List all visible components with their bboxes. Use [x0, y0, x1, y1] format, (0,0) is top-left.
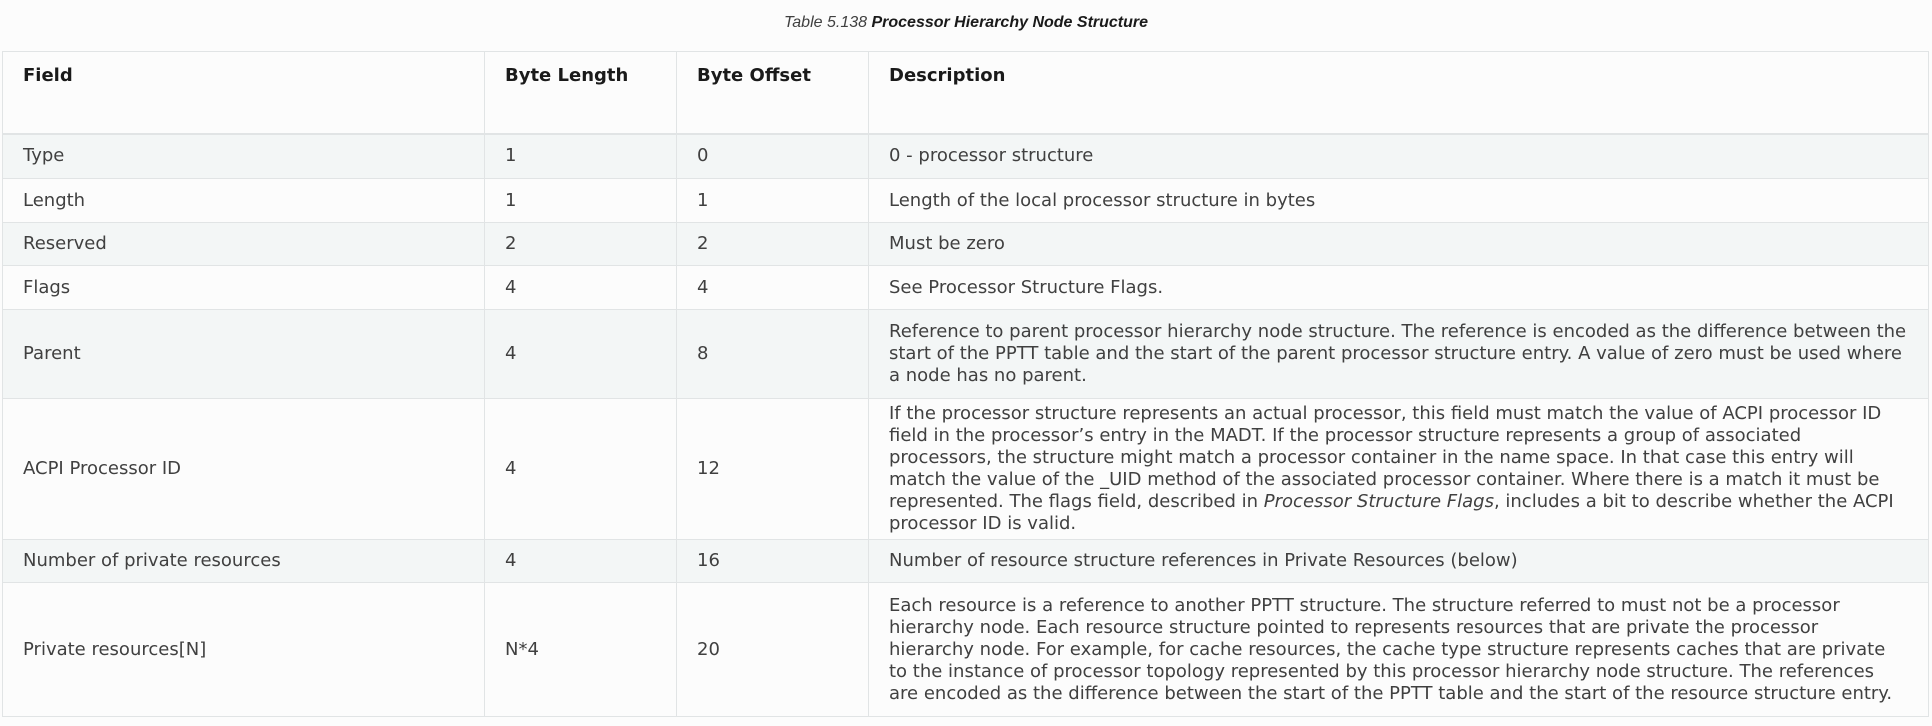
description-text: If the processor structure represents an actual processor, this field must match the value of ACPI processor ID field in the processor’s entry in the MADT. If the processor structure represents a group of associated processors, the structure might match a processor container in the name space. In that case this entry will match the value of the _UID method of the associated processor container. Where there is a match it must be represented. The flags field, described in: [889, 403, 1882, 512]
cell-byte-offset: 8: [677, 310, 869, 399]
processor-hierarchy-node-table: [2, 51, 1929, 717]
description-text: , includes a bit to describe whether the ACPI processor ID is valid.: [889, 491, 1894, 534]
cell-byte-offset: 0: [677, 134, 869, 179]
cell-description: Reference to parent processor hierarchy node structure. The reference is encoded as the difference between the start of the PPTT table and the start of the parent processor structure entry. A value of zero must be used where a node has no parent.: [869, 310, 1929, 399]
cell-field: Number of private resources: [3, 540, 485, 583]
caption-title: Processor Hierarchy Node Structure: [871, 14, 1149, 31]
cell-byte-length: N*4: [485, 583, 677, 717]
header-field: Field: [3, 52, 485, 134]
cell-byte-offset: 20: [677, 583, 869, 717]
cell-description: Number of resource structure references in Private Resources (below): [869, 540, 1929, 583]
table-row: [3, 223, 1929, 266]
table-row: [3, 399, 1929, 540]
cell-field: Parent: [3, 310, 485, 399]
cell-byte-offset: 1: [677, 179, 869, 223]
cell-field: Private resources[N]: [3, 583, 485, 717]
cell-byte-length: 4: [485, 310, 677, 399]
cell-field: Flags: [3, 266, 485, 310]
table-row: [3, 266, 1929, 310]
cell-field: Reserved: [3, 223, 485, 266]
cell-byte-offset: 2: [677, 223, 869, 266]
cell-byte-length: 1: [485, 179, 677, 223]
header-description: Description: [869, 52, 1929, 134]
cell-description: See Processor Structure Flags.: [869, 266, 1929, 310]
cell-field: Length: [3, 179, 485, 223]
table-row: [3, 179, 1929, 223]
table-row: [3, 134, 1929, 179]
cell-description: [869, 399, 1929, 540]
cell-description: Length of the local processor structure in bytes: [869, 179, 1929, 223]
cell-field: Type: [3, 134, 485, 179]
cell-byte-offset: 4: [677, 266, 869, 310]
header-byte-offset: Byte Offset: [677, 52, 869, 134]
cell-byte-length: 1: [485, 134, 677, 179]
cell-byte-length: 4: [485, 266, 677, 310]
cell-byte-offset: 12: [677, 399, 869, 540]
table-header-row: [3, 52, 1929, 134]
cell-byte-offset: 16: [677, 540, 869, 583]
cell-byte-length: 2: [485, 223, 677, 266]
table-row: [3, 540, 1929, 583]
caption-number: Table 5.138: [783, 14, 868, 31]
table-row: [3, 583, 1929, 717]
table-row: [3, 310, 1929, 399]
description-emphasis: Processor Structure Flags: [1263, 491, 1494, 512]
header-byte-length: Byte Length: [485, 52, 677, 134]
cell-description: Must be zero: [869, 223, 1929, 266]
cell-description: 0 - processor structure: [869, 134, 1929, 179]
table-caption: [0, 14, 1932, 32]
cell-byte-length: 4: [485, 399, 677, 540]
cell-description: Each resource is a reference to another PPTT structure. The structure referred to must not be a processor hierarchy node. Each resource structure pointed to represents resources that are private the processor hierarchy node. For example, for cache resources, the cache type structure represents caches that are private to the instance of processor topology represented by this processor hierarchy node structure. The references are encoded as the difference between the start of the PPTT table and the start of the resource structure entry.: [869, 583, 1929, 717]
cell-byte-length: 4: [485, 540, 677, 583]
cell-field: ACPI Processor ID: [3, 399, 485, 540]
